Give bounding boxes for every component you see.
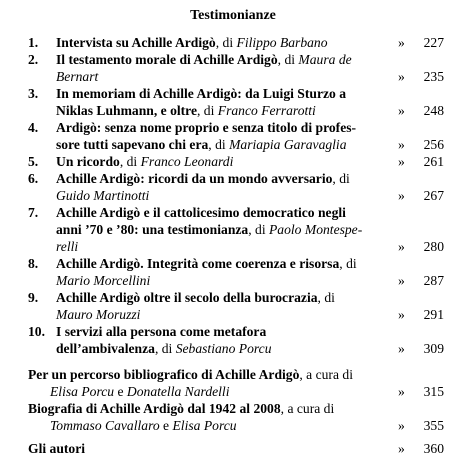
entry-text: Tommaso Cavallaro e Elisa Porcu bbox=[50, 418, 237, 433]
page-number: 315 bbox=[423, 384, 444, 399]
page-number: 256 bbox=[423, 137, 444, 152]
entry-number: 7. bbox=[28, 205, 39, 220]
entry-number: 4. bbox=[28, 120, 39, 135]
page-marker: » bbox=[398, 441, 405, 456]
toc-entry-10 bbox=[0, 323, 466, 340]
entry-number: 3. bbox=[28, 86, 39, 101]
toc-entry-5 bbox=[0, 153, 466, 170]
entry-text: Il testamento morale di Achille Ardigò, di Maura de bbox=[56, 52, 352, 67]
toc-entry-6-cont bbox=[0, 187, 466, 204]
entry-number: 9. bbox=[28, 290, 39, 305]
entry-text: Un ricordo, di Franco Leonardi bbox=[56, 154, 234, 169]
entry-text: Achille Ardigò. Integrità come coerenza e risorsa, di bbox=[56, 256, 357, 271]
toc-entry-biography-cont bbox=[0, 417, 466, 434]
section-title: Testimonianze bbox=[190, 8, 276, 23]
entry-number: 8. bbox=[28, 256, 39, 271]
page-marker: » bbox=[398, 307, 405, 322]
entry-text: Elisa Porcu e Donatella Nardelli bbox=[50, 384, 230, 399]
page-number: 355 bbox=[423, 418, 444, 433]
toc-entry-bibliography-cont bbox=[0, 383, 466, 400]
page-marker: » bbox=[398, 273, 405, 288]
toc-entry-8-cont bbox=[0, 272, 466, 289]
toc-entry-bibliography bbox=[0, 366, 466, 383]
toc-entry-biography bbox=[0, 400, 466, 417]
entry-text: Niklas Luhmann, e oltre, di Franco Ferrarotti bbox=[56, 103, 316, 118]
entry-text: Mario Morcellini bbox=[56, 273, 151, 288]
page-number: 360 bbox=[423, 441, 444, 456]
entry-text: Achille Ardigò: ricordi da un mondo avversario, di bbox=[56, 171, 350, 186]
page-marker: » bbox=[398, 103, 405, 118]
toc-entry-10-cont bbox=[0, 340, 466, 357]
page-number: 248 bbox=[423, 103, 444, 118]
toc-entry-7-cont2 bbox=[0, 238, 466, 255]
page-marker: » bbox=[398, 188, 405, 203]
toc-entry-9 bbox=[0, 289, 466, 306]
page-marker: » bbox=[398, 35, 405, 50]
entry-number: 2. bbox=[28, 52, 39, 67]
toc-entry-6 bbox=[0, 170, 466, 187]
entry-text: Mauro Moruzzi bbox=[56, 307, 141, 322]
entry-number: 5. bbox=[28, 154, 39, 169]
page-number: 291 bbox=[423, 307, 444, 322]
page-marker: » bbox=[398, 341, 405, 356]
entry-text: I servizi alla persona come metafora bbox=[56, 324, 267, 339]
toc-entry-9-cont bbox=[0, 306, 466, 323]
page-marker: » bbox=[398, 137, 405, 152]
entry-text: anni ’70 e ’80: una testimonianza, di Paolo Montespe- bbox=[56, 222, 363, 237]
page-number: 235 bbox=[423, 69, 444, 84]
page-marker: » bbox=[398, 418, 405, 433]
entry-text: Ardigò: senza nome proprio e senza titolo di profes- bbox=[56, 120, 357, 135]
toc-entry-7-cont bbox=[0, 221, 466, 238]
toc-entry-2 bbox=[0, 51, 466, 68]
entry-number: 1. bbox=[28, 35, 39, 50]
entry-text: Per un percorso bibliografico di Achille Ardigò, a cura di bbox=[28, 367, 353, 382]
entry-text: Guido Martinotti bbox=[56, 188, 150, 203]
entry-number: 6. bbox=[28, 171, 39, 186]
toc-entry-3-cont bbox=[0, 102, 466, 119]
entry-text: Achille Ardigò oltre il secolo della burocrazia, di bbox=[56, 290, 335, 305]
page-number: 267 bbox=[423, 188, 444, 203]
toc-entry-3 bbox=[0, 85, 466, 102]
page-marker: » bbox=[398, 384, 405, 399]
page-number: 309 bbox=[423, 341, 444, 356]
entry-text: dell’ambivalenza, di Sebastiano Porcu bbox=[56, 341, 272, 356]
toc-entry-1 bbox=[0, 34, 466, 51]
toc-entry-authors bbox=[0, 440, 466, 457]
entry-text: Achille Ardigò e il cattolicesimo democratico negli bbox=[56, 205, 346, 220]
entry-number: 10. bbox=[28, 324, 45, 339]
page-number: 280 bbox=[423, 239, 444, 254]
page-marker: » bbox=[398, 239, 405, 254]
toc-entry-8 bbox=[0, 255, 466, 272]
page-number: 287 bbox=[423, 273, 444, 288]
page-marker: » bbox=[398, 154, 405, 169]
entry-text: Intervista su Achille Ardigò, di Filippo Barbano bbox=[56, 35, 328, 50]
entry-text: Biografia di Achille Ardigò dal 1942 al 2008, a cura di bbox=[28, 401, 335, 416]
entry-text: Bernart bbox=[56, 69, 99, 84]
entry-text: Gli autori bbox=[28, 441, 86, 456]
entry-text: relli bbox=[56, 239, 79, 254]
entry-text: In memoriam di Achille Ardigò: da Luigi Sturzo a bbox=[56, 86, 347, 101]
page-number: 227 bbox=[423, 35, 444, 50]
entry-text: sore tutti sapevano chi era, di Mariapia Garavaglia bbox=[56, 137, 347, 152]
toc-entry-7 bbox=[0, 204, 466, 221]
toc-entry-2-cont bbox=[0, 68, 466, 85]
page-marker: » bbox=[398, 69, 405, 84]
toc-entry-4 bbox=[0, 119, 466, 136]
page-number: 261 bbox=[423, 154, 444, 169]
toc-entry-4-cont bbox=[0, 136, 466, 153]
